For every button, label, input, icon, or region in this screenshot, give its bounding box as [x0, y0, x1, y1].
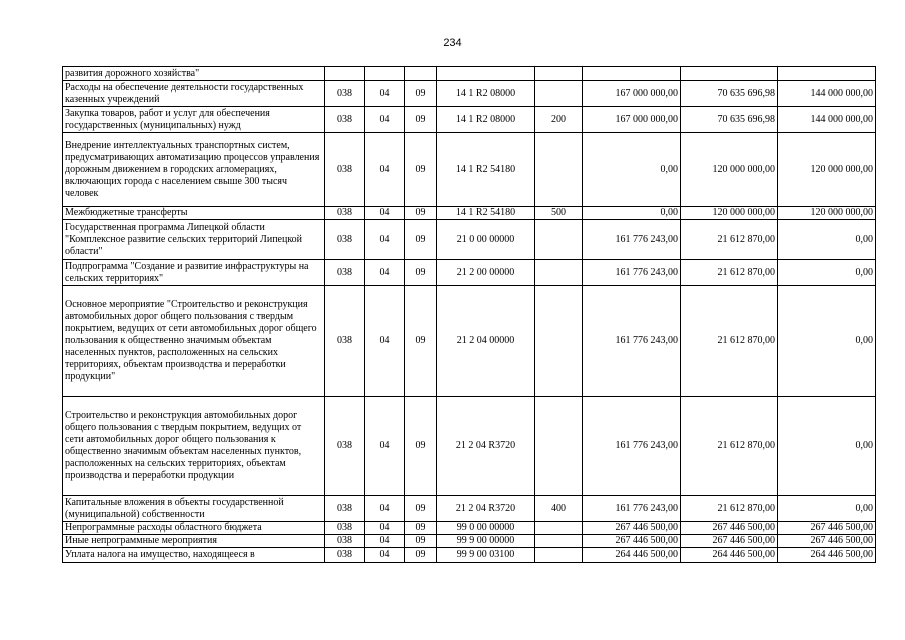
amount-year-3-cell: [778, 67, 876, 81]
target-article-cell: [437, 67, 535, 81]
amount-year-1-cell: 161 776 243,00: [583, 260, 681, 286]
amount-year-2-cell: 70 635 696,98: [681, 107, 778, 133]
expense-type-cell: [535, 67, 583, 81]
subsection-code-cell: 09: [405, 286, 437, 397]
target-article-cell: 14 1 R2 54180: [437, 207, 535, 220]
ministry-code-cell: 038: [325, 286, 365, 397]
amount-year-1-cell: 0,00: [583, 133, 681, 207]
expense-name-cell: Межбюджетные трансферты: [63, 207, 325, 220]
amount-year-2-cell: 21 612 870,00: [681, 260, 778, 286]
subsection-code-cell: 09: [405, 133, 437, 207]
amount-year-3-cell: 0,00: [778, 286, 876, 397]
amount-year-2-cell: 21 612 870,00: [681, 286, 778, 397]
target-article-cell: 99 9 00 00000: [437, 535, 535, 548]
amount-year-3-cell: 264 446 500,00: [778, 548, 876, 563]
table-row: [63, 535, 876, 548]
section-code-cell: 04: [365, 107, 405, 133]
subsection-code-cell: 09: [405, 107, 437, 133]
subsection-code-cell: 09: [405, 535, 437, 548]
ministry-code-cell: 038: [325, 397, 365, 496]
expense-name-cell: Закупка товаров, работ и услуг для обеспечения государственных (муниципальных) нужд: [63, 107, 325, 133]
page-number: 234: [443, 37, 462, 49]
table-row: [63, 81, 876, 107]
amount-year-2-cell: 264 446 500,00: [681, 548, 778, 563]
expense-name-cell: Строительство и реконструкция автомобильных дорог общего пользования с твердым покрытием, ведущих от сети автомобильных дорог общего пользования к общественно значимым объектам населенных пунктов, расположенных на сельских территориях, объектам производства и переработки продукции: [63, 397, 325, 496]
ministry-code-cell: 038: [325, 522, 365, 535]
budget-table: [62, 66, 876, 563]
section-code-cell: 04: [365, 133, 405, 207]
expense-type-cell: [535, 397, 583, 496]
ministry-code-cell: 038: [325, 535, 365, 548]
section-code-cell: 04: [365, 496, 405, 522]
expense-type-cell: [535, 286, 583, 397]
amount-year-2-cell: 120 000 000,00: [681, 207, 778, 220]
amount-year-1-cell: 264 446 500,00: [583, 548, 681, 563]
section-code-cell: [365, 67, 405, 81]
expense-name-cell: Государственная программа Липецкой области "Комплексное развитие сельских территорий Липецкой области": [63, 220, 325, 260]
amount-year-1-cell: 161 776 243,00: [583, 286, 681, 397]
table-row: [63, 67, 876, 81]
expense-name-cell: Внедрение интеллектуальных транспортных систем, предусматривающих автоматизацию процессов управления дорожным движением в городских агломерациях, включающих города с населением свыше 300 тысяч человек: [63, 133, 325, 207]
amount-year-1-cell: 267 446 500,00: [583, 535, 681, 548]
amount-year-2-cell: [681, 67, 778, 81]
amount-year-2-cell: 21 612 870,00: [681, 397, 778, 496]
section-code-cell: 04: [365, 220, 405, 260]
amount-year-1-cell: 167 000 000,00: [583, 81, 681, 107]
ministry-code-cell: 038: [325, 107, 365, 133]
section-code-cell: 04: [365, 286, 405, 397]
amount-year-1-cell: 0,00: [583, 207, 681, 220]
ministry-code-cell: 038: [325, 548, 365, 563]
amount-year-3-cell: 0,00: [778, 496, 876, 522]
subsection-code-cell: 09: [405, 207, 437, 220]
section-code-cell: 04: [365, 207, 405, 220]
table-row: [63, 133, 876, 207]
target-article-cell: 14 1 R2 54180: [437, 133, 535, 207]
amount-year-3-cell: 0,00: [778, 260, 876, 286]
subsection-code-cell: [405, 67, 437, 81]
subsection-code-cell: 09: [405, 397, 437, 496]
expense-name-cell: Расходы на обеспечение деятельности государственных казенных учреждений: [63, 81, 325, 107]
amount-year-3-cell: 0,00: [778, 220, 876, 260]
expense-name-cell: Непрограммные расходы областного бюджета: [63, 522, 325, 535]
expense-name-cell: Подпрограмма "Создание и развитие инфраструктуры на сельских территориях": [63, 260, 325, 286]
target-article-cell: 21 2 00 00000: [437, 260, 535, 286]
table-row: [63, 286, 876, 397]
section-code-cell: 04: [365, 81, 405, 107]
subsection-code-cell: 09: [405, 220, 437, 260]
section-code-cell: 04: [365, 548, 405, 563]
amount-year-3-cell: 267 446 500,00: [778, 535, 876, 548]
expense-type-cell: [535, 220, 583, 260]
expense-type-cell: [535, 535, 583, 548]
subsection-code-cell: 09: [405, 496, 437, 522]
table-row: [63, 107, 876, 133]
amount-year-2-cell: 21 612 870,00: [681, 220, 778, 260]
ministry-code-cell: [325, 67, 365, 81]
ministry-code-cell: 038: [325, 220, 365, 260]
amount-year-1-cell: 161 776 243,00: [583, 397, 681, 496]
amount-year-3-cell: 0,00: [778, 397, 876, 496]
target-article-cell: 99 0 00 00000: [437, 522, 535, 535]
amount-year-3-cell: 144 000 000,00: [778, 81, 876, 107]
section-code-cell: 04: [365, 522, 405, 535]
section-code-cell: 04: [365, 535, 405, 548]
amount-year-2-cell: 70 635 696,98: [681, 81, 778, 107]
amount-year-3-cell: 144 000 000,00: [778, 107, 876, 133]
expense-type-cell: [535, 548, 583, 563]
table-row: [63, 260, 876, 286]
ministry-code-cell: 038: [325, 496, 365, 522]
expense-type-cell: 400: [535, 496, 583, 522]
expense-type-cell: [535, 133, 583, 207]
amount-year-2-cell: 21 612 870,00: [681, 496, 778, 522]
amount-year-3-cell: 120 000 000,00: [778, 133, 876, 207]
expense-type-cell: [535, 260, 583, 286]
expense-name-cell: Основное мероприятие "Строительство и реконструкция автомобильных дорог общего пользования с твердым покрытием, ведущих от сети автомобильных дорог общего пользования к общественно значимым объектам населенных пунктов, расположенных на сельских территориях, объектам производства и переработки продукции": [63, 286, 325, 397]
target-article-cell: 99 9 00 03100: [437, 548, 535, 563]
section-code-cell: 04: [365, 397, 405, 496]
expense-name-cell: развития дорожного хозяйства": [63, 67, 325, 81]
amount-year-1-cell: 267 446 500,00: [583, 522, 681, 535]
budget-table-body: [63, 67, 876, 563]
subsection-code-cell: 09: [405, 81, 437, 107]
amount-year-1-cell: 161 776 243,00: [583, 220, 681, 260]
table-row: [63, 207, 876, 220]
expense-name-cell: Капитальные вложения в объекты государственной (муниципальной) собственности: [63, 496, 325, 522]
subsection-code-cell: 09: [405, 548, 437, 563]
target-article-cell: 21 0 00 00000: [437, 220, 535, 260]
amount-year-2-cell: 267 446 500,00: [681, 535, 778, 548]
table-row: [63, 397, 876, 496]
amount-year-3-cell: 267 446 500,00: [778, 522, 876, 535]
amount-year-1-cell: [583, 67, 681, 81]
amount-year-2-cell: 120 000 000,00: [681, 133, 778, 207]
target-article-cell: 14 1 R2 08000: [437, 81, 535, 107]
expense-type-cell: [535, 522, 583, 535]
subsection-code-cell: 09: [405, 522, 437, 535]
ministry-code-cell: 038: [325, 81, 365, 107]
table-row: [63, 220, 876, 260]
table-row: [63, 496, 876, 522]
table-row: [63, 522, 876, 535]
expense-name-cell: Иные непрограммные мероприятия: [63, 535, 325, 548]
ministry-code-cell: 038: [325, 133, 365, 207]
ministry-code-cell: 038: [325, 260, 365, 286]
amount-year-3-cell: 120 000 000,00: [778, 207, 876, 220]
target-article-cell: 21 2 04 R3720: [437, 496, 535, 522]
target-article-cell: 21 2 04 R3720: [437, 397, 535, 496]
amount-year-1-cell: 167 000 000,00: [583, 107, 681, 133]
ministry-code-cell: 038: [325, 207, 365, 220]
amount-year-2-cell: 267 446 500,00: [681, 522, 778, 535]
target-article-cell: 14 1 R2 08000: [437, 107, 535, 133]
table-row: [63, 548, 876, 563]
amount-year-1-cell: 161 776 243,00: [583, 496, 681, 522]
expense-name-cell: Уплата налога на имущество, находящееся в: [63, 548, 325, 563]
expense-type-cell: [535, 81, 583, 107]
expense-type-cell: 500: [535, 207, 583, 220]
section-code-cell: 04: [365, 260, 405, 286]
expense-type-cell: 200: [535, 107, 583, 133]
subsection-code-cell: 09: [405, 260, 437, 286]
target-article-cell: 21 2 04 00000: [437, 286, 535, 397]
